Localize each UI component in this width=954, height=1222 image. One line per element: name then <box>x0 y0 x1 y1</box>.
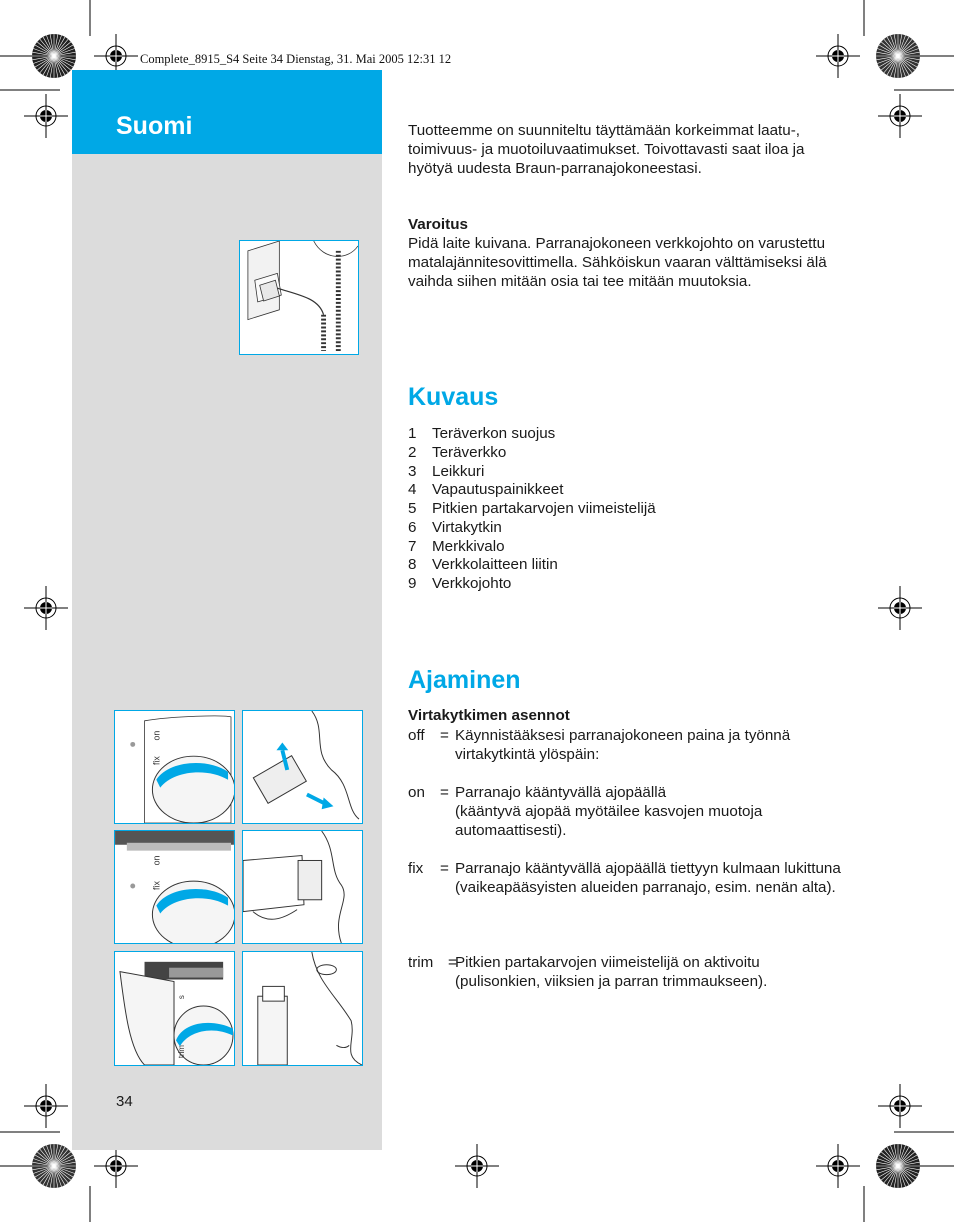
part-label: Vapautuspainikkeet <box>432 481 564 499</box>
part-number: 5 <box>408 500 417 517</box>
part-item <box>408 574 848 593</box>
position-description: Pitkien partakarvojen viimeistelijä on aktivoitu (pulisonkien, viiksien ja parran trimmaukseen). <box>455 954 768 990</box>
part-item <box>408 462 848 481</box>
parts-list <box>408 424 848 593</box>
part-item <box>408 518 848 537</box>
part-item <box>408 499 848 518</box>
switch-positions-heading: Virtakytkimen asennot <box>408 707 570 724</box>
switch-position-trim <box>408 953 848 991</box>
crosshair-mark <box>24 586 68 630</box>
part-number: 9 <box>408 575 417 592</box>
part-label: Verkkojohto <box>432 575 512 592</box>
print-slug: Complete_8915_S4 Seite 34 Dienstag, 31. Mai 2005 12:31 12 <box>140 52 452 66</box>
fix-label: fix <box>151 881 162 890</box>
part-label: Virtakytkin <box>432 518 502 536</box>
starburst-mark <box>876 1144 920 1188</box>
on-label: on <box>151 855 162 866</box>
figure-switch-on <box>114 710 235 824</box>
trim-label: trim <box>176 1045 186 1059</box>
position-term: off <box>408 727 425 744</box>
part-number: 1 <box>408 425 417 442</box>
description-heading: Kuvaus <box>408 383 499 411</box>
power-cord-illustration <box>240 241 358 354</box>
on-label: on <box>151 730 162 741</box>
shaving-heading: Ajaminen <box>408 666 521 694</box>
part-item <box>408 443 848 462</box>
part-number: 8 <box>408 556 417 574</box>
crosshair-mark <box>94 1144 138 1188</box>
part-number: 6 <box>408 518 417 536</box>
position-term: on <box>408 784 425 801</box>
figure-shaving-under-nose <box>242 830 363 944</box>
part-number: 7 <box>408 537 417 555</box>
part-label: Pitkien partakarvojen viimeistelijä <box>432 500 656 517</box>
part-label: Verkkolaitteen liitin <box>432 556 558 574</box>
warning-paragraph: Pidä laite kuivana. Parranajokoneen verkkojohto on varustettu matalajännitesovittimella. Sähköiskun vaaran välttämiseksi älä vaihda siihen mitään osia tai tee mitään muutoksia. <box>408 235 827 290</box>
crosshair-mark <box>816 1144 860 1188</box>
crosshair-mark <box>878 1084 922 1128</box>
figure-shaving-head-motion <box>242 710 363 824</box>
part-number: 3 <box>408 462 417 480</box>
part-label: Teräverkko <box>432 443 507 461</box>
switch-position-off <box>408 726 848 764</box>
part-item <box>408 555 848 574</box>
figure-trimmer <box>114 951 235 1066</box>
part-label: Leikkuri <box>432 462 485 480</box>
part-number: 2 <box>408 443 417 461</box>
section-title: Suomi <box>116 112 193 140</box>
figure-switch-fix <box>114 830 235 944</box>
part-item <box>408 537 848 556</box>
crosshair-mark <box>878 586 922 630</box>
s-label: s <box>176 995 186 1000</box>
position-description: Parranajo kääntyvällä ajopäällä tiettyyn kulmaan lukittuna (vaikeapääsyisten alueiden parranajo, esim. nenän alta). <box>455 860 841 896</box>
page-number: 34 <box>116 1093 133 1110</box>
starburst-mark <box>876 34 920 78</box>
position-eq: = <box>440 784 449 801</box>
position-eq: = <box>440 727 449 744</box>
crosshair-mark <box>816 34 860 78</box>
part-label: Teräverkon suojus <box>432 425 556 442</box>
part-item <box>408 480 848 499</box>
crosshair-mark <box>24 1084 68 1128</box>
switch-position-fix <box>408 859 848 897</box>
intro-paragraph: Tuotteemme on suunniteltu täyttämään korkeimmat laatu-, toimivuus- ja muotoiluvaatimukset. Toivottavasti saat iloa ja hyötyä uudesta Braun-parranajokoneestasi. <box>408 122 805 177</box>
switch-position-on <box>408 783 848 840</box>
position-term: trim <box>408 954 434 971</box>
warning-heading: Varoitus <box>408 216 468 233</box>
position-description: Käynnistääksesi parranajokoneen paina ja työnnä virtakytkintä ylöspäin: <box>455 727 791 763</box>
part-number: 4 <box>408 481 417 499</box>
starburst-mark <box>32 34 76 78</box>
starburst-mark <box>32 1144 76 1188</box>
position-term: fix <box>408 860 424 877</box>
position-description: Parranajo kääntyvällä ajopäällä (kääntyvä ajopää myötäilee kasvojen muotoja automaattisesti). <box>455 784 763 839</box>
part-label: Merkkivalo <box>432 537 505 555</box>
part-item <box>408 424 848 443</box>
figure-power-cord <box>239 240 359 355</box>
crosshair-mark <box>455 1144 499 1188</box>
fix-label: fix <box>151 756 162 766</box>
figure-trimming-sideburns <box>242 951 363 1066</box>
crosshair-mark <box>878 94 922 138</box>
position-eq: = <box>440 860 449 877</box>
crosshair-mark <box>24 94 68 138</box>
position-eq: = <box>448 954 457 971</box>
